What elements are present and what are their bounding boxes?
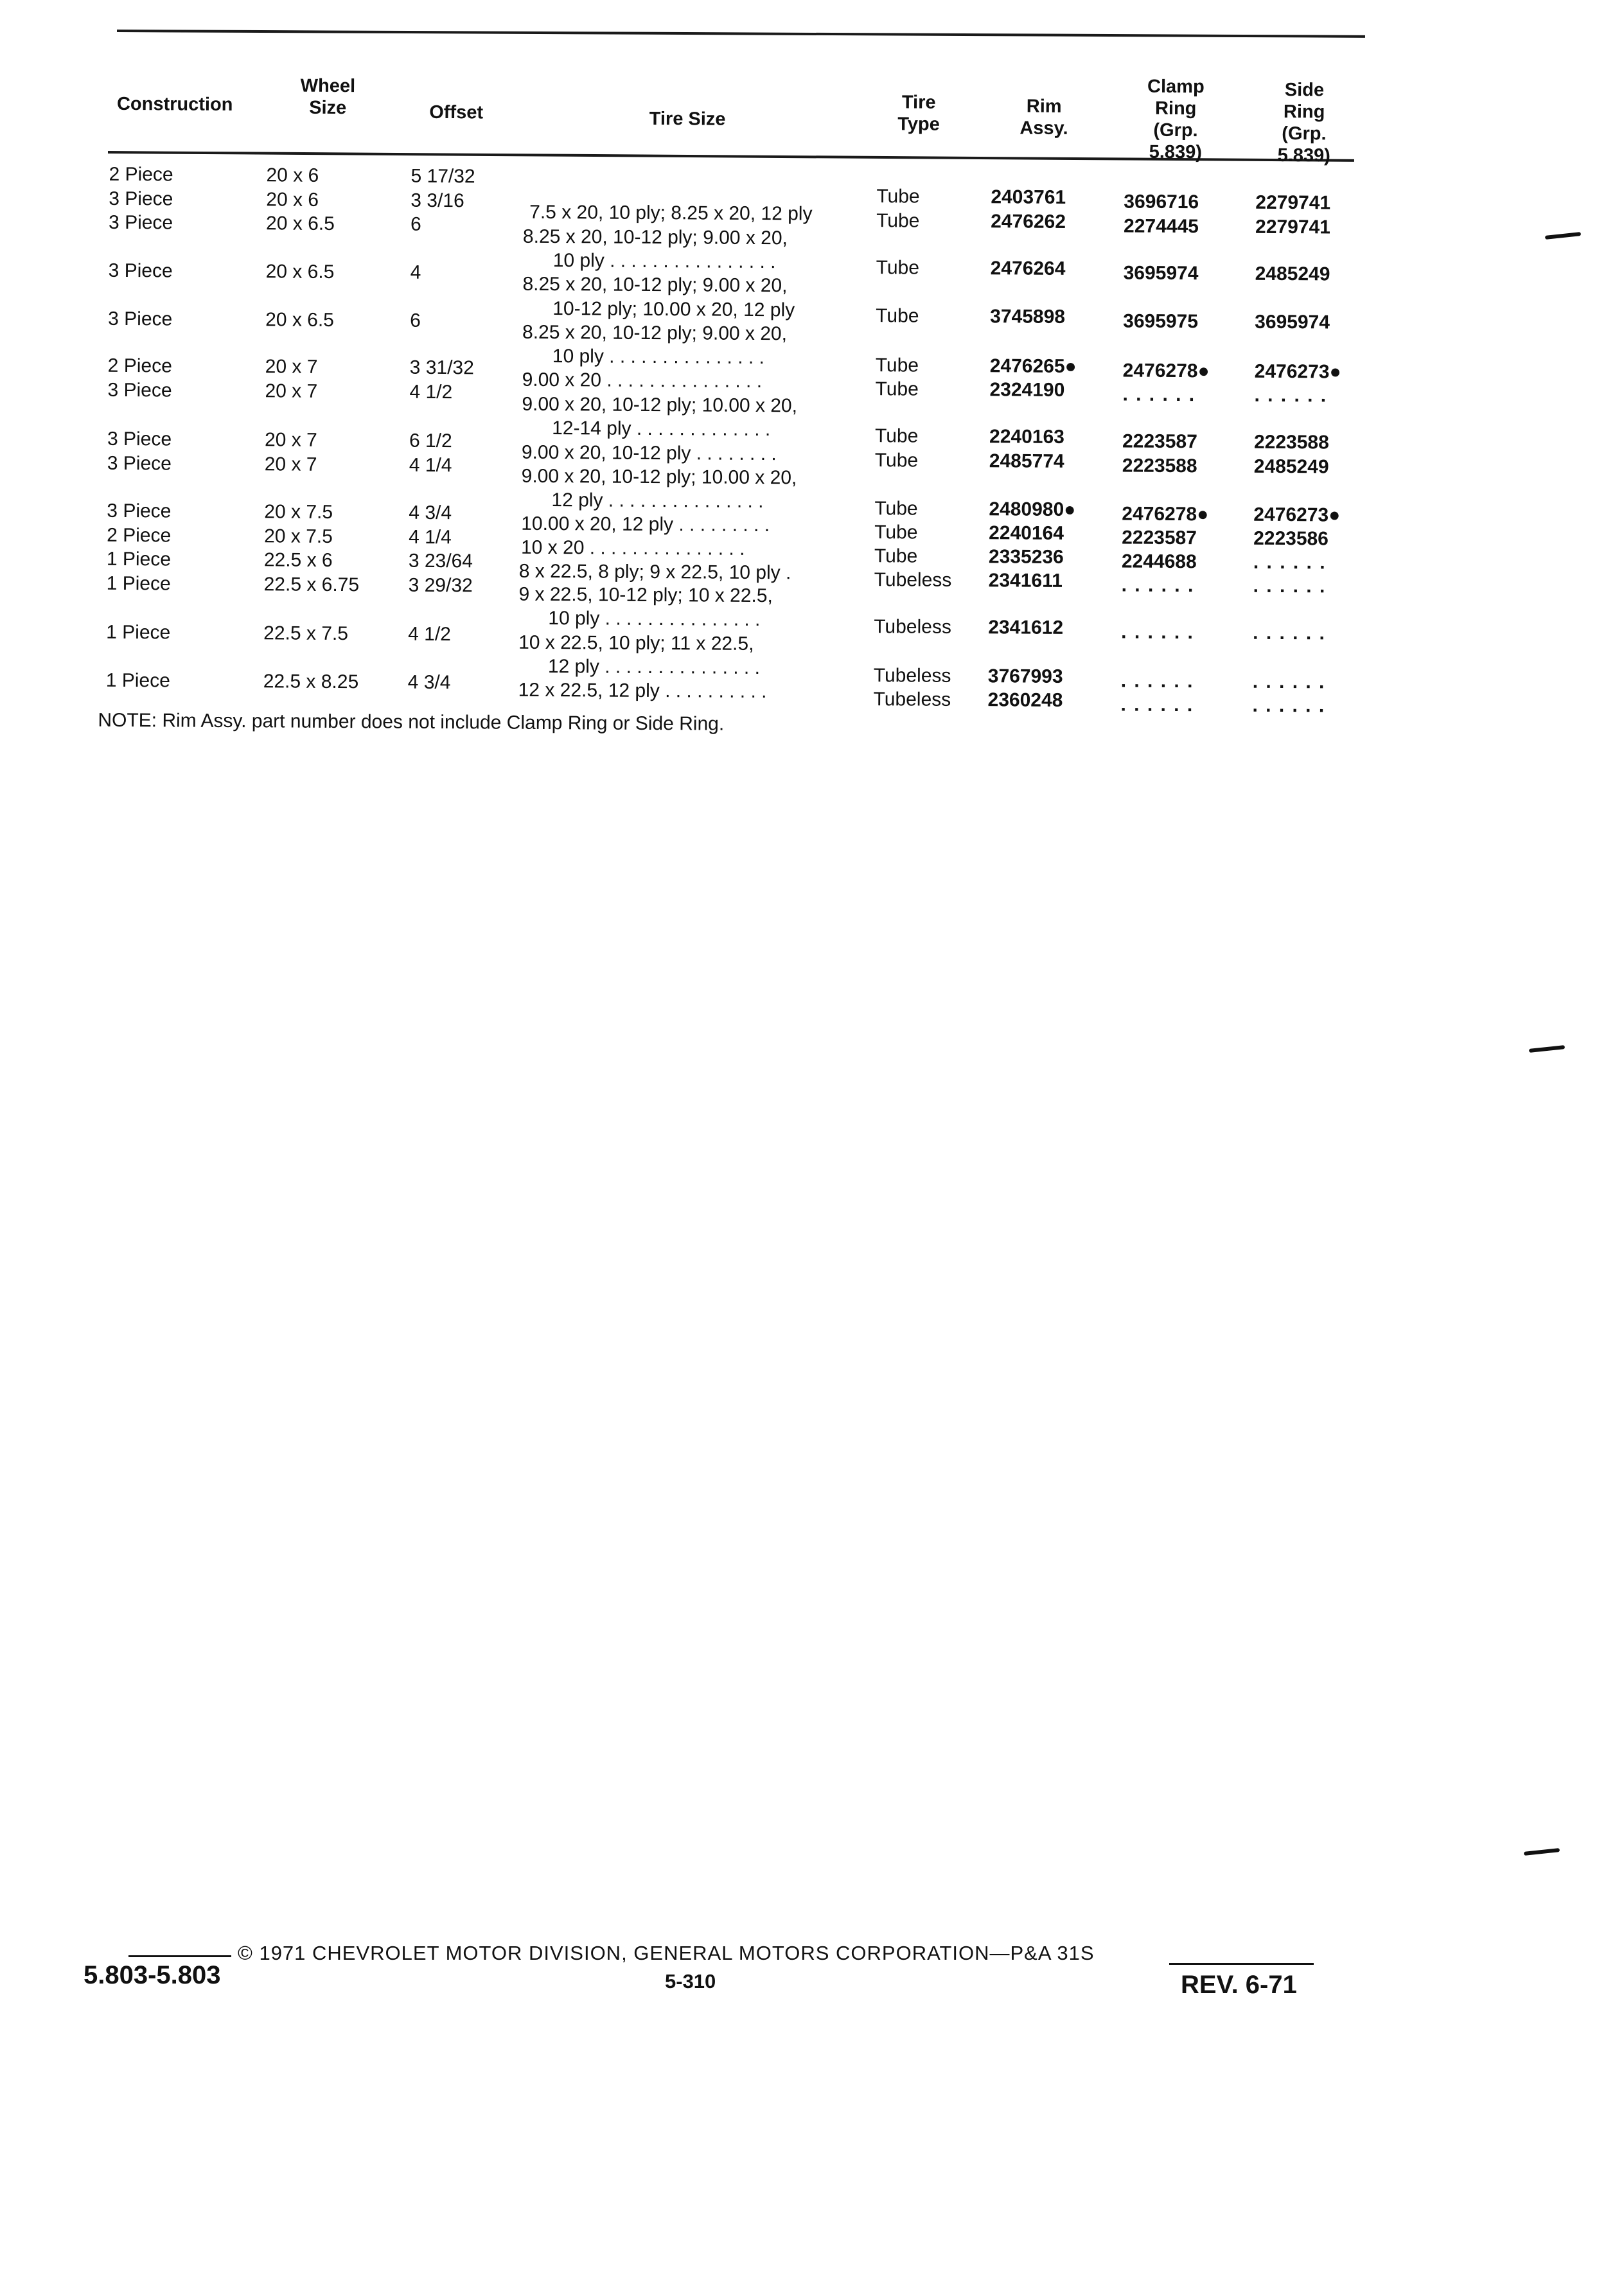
offset-cell: 4 1/4 [409, 526, 452, 549]
tire-size-line: 8.25 x 20, 10-12 ply; 9.00 x 20, [522, 273, 788, 297]
construction-cell: 3 Piece [108, 260, 173, 282]
rim-assy-cell: 2485774 [989, 450, 1064, 472]
tire-type-cell: Tube [876, 305, 919, 327]
offset-cell: 6 [410, 213, 421, 235]
offset-cell: 6 [410, 310, 421, 331]
construction-cell: 3 Piece [107, 428, 172, 450]
rim-assy-cell: 2480980● [989, 498, 1076, 521]
header-tire-type: Tire Type [897, 92, 940, 135]
offset-cell: 4 1/4 [409, 454, 452, 477]
tire-size-line: 8.25 x 20, 10-12 ply; 9.00 x 20, [522, 225, 788, 249]
wheel-size-cell: 20 x 6 [266, 189, 319, 211]
wheel-size-cell: 20 x 6 [266, 164, 319, 186]
tire-size-line: 9 x 22.5, 10-12 ply; 10 x 22.5, [518, 583, 773, 607]
tire-type-cell: Tubeless [873, 689, 951, 710]
tire-size-line: 10 x 22.5, 10 ply; 11 x 22.5, [518, 631, 754, 655]
side-ring-cell: 2223586 [1253, 527, 1329, 550]
clamp-ring-cell: 2223587 [1122, 430, 1197, 453]
side-ring-cell: . . . . . . [1253, 622, 1327, 644]
header-rim-assy: Rim Assy. [1019, 96, 1068, 139]
clamp-ring-cell: . . . . . . [1121, 621, 1195, 644]
tire-type-cell: Tube [876, 186, 920, 207]
tire-type-cell: Tube [875, 378, 919, 400]
offset-cell: 4 3/4 [409, 502, 452, 524]
construction-cell: 1 Piece [106, 621, 171, 644]
tire-size-line: 10 ply . . . . . . . . . . . . . . . . [552, 250, 776, 273]
rim-assy-cell: 2324190 [989, 379, 1065, 401]
wheel-size-cell: 20 x 6.5 [265, 309, 335, 331]
wheel-size-cell: 20 x 7 [265, 380, 318, 402]
wheel-size-cell: 22.5 x 8.25 [263, 671, 359, 693]
construction-cell: 3 Piece [107, 379, 172, 401]
construction-cell: 3 Piece [109, 211, 173, 234]
offset-cell: 6 1/2 [409, 430, 452, 452]
wheel-size-cell: 20 x 7 [264, 429, 317, 451]
tire-type-cell: Tubeless [874, 616, 952, 638]
offset-cell: 4 1/2 [409, 381, 453, 403]
header-side-ring: Side Ring (Grp. 5.839) [1277, 79, 1330, 166]
rim-assy-cell: 2476264 [990, 258, 1066, 279]
header-wheel-size: Wheel Size [300, 75, 356, 119]
wheel-size-cell: 22.5 x 6 [263, 549, 333, 571]
footer-section-number: 5.803-5.803 [84, 1961, 221, 1989]
footer-rule-right [1169, 1963, 1314, 1965]
construction-cell: 3 Piece [108, 308, 173, 330]
construction-cell: 2 Piece [107, 355, 172, 377]
wheel-size-cell: 22.5 x 6.75 [263, 574, 360, 596]
side-ring-cell: 3695974 [1255, 311, 1330, 333]
side-ring-cell: 2279741 [1255, 216, 1330, 238]
clamp-ring-cell: 3695974 [1123, 262, 1199, 285]
tire-type-cell: Tube [875, 355, 919, 376]
tire-size-line: 12 ply . . . . . . . . . . . . . . . [551, 489, 764, 513]
construction-cell: 1 Piece [105, 669, 170, 692]
header-tire-size: Tire Size [649, 108, 726, 130]
clamp-ring-cell: . . . . . . [1120, 694, 1194, 716]
tire-size-line: 7.5 x 20, 10 ply; 8.25 x 20, 12 ply [529, 201, 813, 225]
offset-cell: 4 1/2 [408, 623, 452, 646]
footer-revision: REV. 6-71 [1181, 1971, 1297, 1999]
tire-size-line: 12 ply . . . . . . . . . . . . . . . [547, 656, 761, 679]
header-construction: Construction [116, 93, 233, 115]
construction-cell: 3 Piece [107, 500, 172, 522]
clamp-ring-cell: . . . . . . [1120, 670, 1194, 692]
tire-type-cell: Tube [874, 425, 919, 447]
tire-type-cell: Tube [876, 257, 920, 279]
side-ring-cell: 2485249 [1253, 455, 1329, 478]
wheel-size-cell: 22.5 x 7.5 [263, 622, 349, 645]
tire-size-line: 10-12 ply; 10.00 x 20, 12 ply [552, 298, 795, 321]
side-ring-cell: 2476273● [1254, 360, 1341, 383]
construction-cell: 1 Piece [106, 572, 171, 595]
rim-assy-cell: 2240164 [989, 522, 1064, 544]
side-ring-cell: 2485249 [1255, 263, 1330, 285]
tire-type-cell: Tube [874, 545, 918, 567]
clamp-ring-cell: . . . . . . [1121, 574, 1195, 597]
tire-size-line: 10 x 20 . . . . . . . . . . . . . . . [520, 536, 745, 559]
side-ring-cell: 2223588 [1253, 431, 1329, 453]
construction-cell: 1 Piece [106, 548, 172, 570]
tire-size-line: 9.00 x 20, 10-12 ply . . . . . . . . [521, 441, 777, 465]
construction-cell: 2 Piece [107, 524, 172, 547]
clamp-ring-cell: 2274445 [1123, 215, 1199, 238]
rim-assy-cell: 3767993 [987, 665, 1063, 687]
rim-assy-cell: 2341611 [988, 570, 1063, 592]
rim-assy-cell: 2360248 [987, 689, 1063, 711]
table-note: NOTE: Rim Assy. part number does not include Clamp Ring or Side Ring. [98, 709, 725, 735]
offset-cell: 3 3/16 [410, 189, 464, 212]
rim-assy-cell: 2341612 [988, 617, 1064, 638]
construction-cell: 2 Piece [109, 163, 173, 186]
footer-copyright: © 1971 CHEVROLET MOTOR DIVISION, GENERAL MOTORS CORPORATION—P&A 31S [238, 1942, 1095, 1964]
wheel-size-cell: 20 x 6.5 [266, 213, 335, 234]
tire-size-line: 10 ply . . . . . . . . . . . . . . . [552, 346, 765, 369]
clamp-ring-cell: 2244688 [1121, 550, 1197, 573]
tire-type-cell: Tube [874, 522, 918, 543]
rim-assy-cell: 2476262 [991, 211, 1066, 233]
side-ring-cell: . . . . . . [1252, 694, 1326, 717]
tire-size-line: 10 ply . . . . . . . . . . . . . . . [548, 608, 761, 631]
wheel-size-cell: 20 x 7 [264, 453, 317, 475]
clamp-ring-cell: 2476278● [1122, 503, 1209, 525]
footer-page-number: 5-310 [665, 1970, 716, 1993]
offset-cell: 4 3/4 [407, 671, 451, 694]
wheel-size-cell: 20 x 7.5 [264, 525, 333, 547]
tire-type-cell: Tubeless [873, 665, 951, 687]
construction-cell: 3 Piece [107, 452, 172, 475]
side-ring-cell: . . . . . . [1253, 575, 1327, 597]
side-ring-cell: . . . . . . [1252, 671, 1326, 693]
clamp-ring-cell: 3696716 [1124, 191, 1199, 213]
wheel-size-cell: 20 x 7.5 [264, 501, 333, 523]
tire-size-line: 12-14 ply . . . . . . . . . . . . . [552, 418, 771, 441]
construction-cell: 3 Piece [109, 188, 173, 210]
tire-size-line: 8 x 22.5, 8 ply; 9 x 22.5, 10 ply . [518, 560, 791, 584]
rim-assy-cell: 3745898 [990, 306, 1066, 328]
wheel-size-cell: 20 x 6.5 [265, 261, 335, 283]
clamp-ring-cell: 2476278● [1122, 360, 1210, 382]
offset-cell: 5 17/32 [410, 165, 475, 188]
clamp-ring-cell: 2223588 [1122, 455, 1197, 477]
clamp-ring-cell: 2223587 [1122, 527, 1197, 549]
wheel-size-cell: 20 x 7 [265, 356, 318, 378]
side-ring-cell: 2476273● [1253, 504, 1341, 526]
side-ring-cell: 2279741 [1255, 191, 1331, 214]
header-offset: Offset [429, 101, 484, 123]
footer-rule-left [128, 1955, 231, 1957]
tire-size-line: 12 x 22.5, 12 ply . . . . . . . . . . [518, 679, 767, 703]
clamp-ring-cell: . . . . . . [1122, 383, 1196, 406]
tire-size-line: 9.00 x 20, 10-12 ply; 10.00 x 20, [521, 465, 797, 489]
tire-type-cell: Tube [876, 210, 920, 232]
side-ring-cell: . . . . . . [1254, 384, 1328, 407]
offset-cell: 3 23/64 [408, 550, 473, 572]
offset-cell: 3 31/32 [409, 356, 474, 379]
tire-size-line: 9.00 x 20, 10-12 ply; 10.00 x 20, [522, 393, 798, 417]
tire-size-line: 8.25 x 20, 10-12 ply; 9.00 x 20, [522, 321, 788, 345]
tire-type-cell: Tube [874, 498, 918, 520]
tire-type-cell: Tubeless [874, 569, 952, 591]
clamp-ring-cell: 3695975 [1123, 310, 1199, 333]
offset-cell: 4 [410, 261, 421, 283]
tire-size-line: 10.00 x 20, 12 ply . . . . . . . . . [521, 513, 770, 536]
offset-cell: 3 29/32 [408, 574, 473, 597]
tire-size-line: 9.00 x 20 . . . . . . . . . . . . . . . [522, 369, 763, 392]
header-clamp-ring: Clamp Ring (Grp. 5.839) [1147, 76, 1205, 163]
rim-assy-cell: 2240163 [989, 426, 1064, 448]
rim-assy-cell: 2403761 [991, 186, 1066, 208]
side-ring-cell: . . . . . . [1253, 551, 1327, 574]
rim-assy-cell: 2476265● [989, 355, 1077, 378]
tire-type-cell: Tube [874, 450, 919, 471]
rim-assy-cell: 2335236 [988, 546, 1064, 568]
